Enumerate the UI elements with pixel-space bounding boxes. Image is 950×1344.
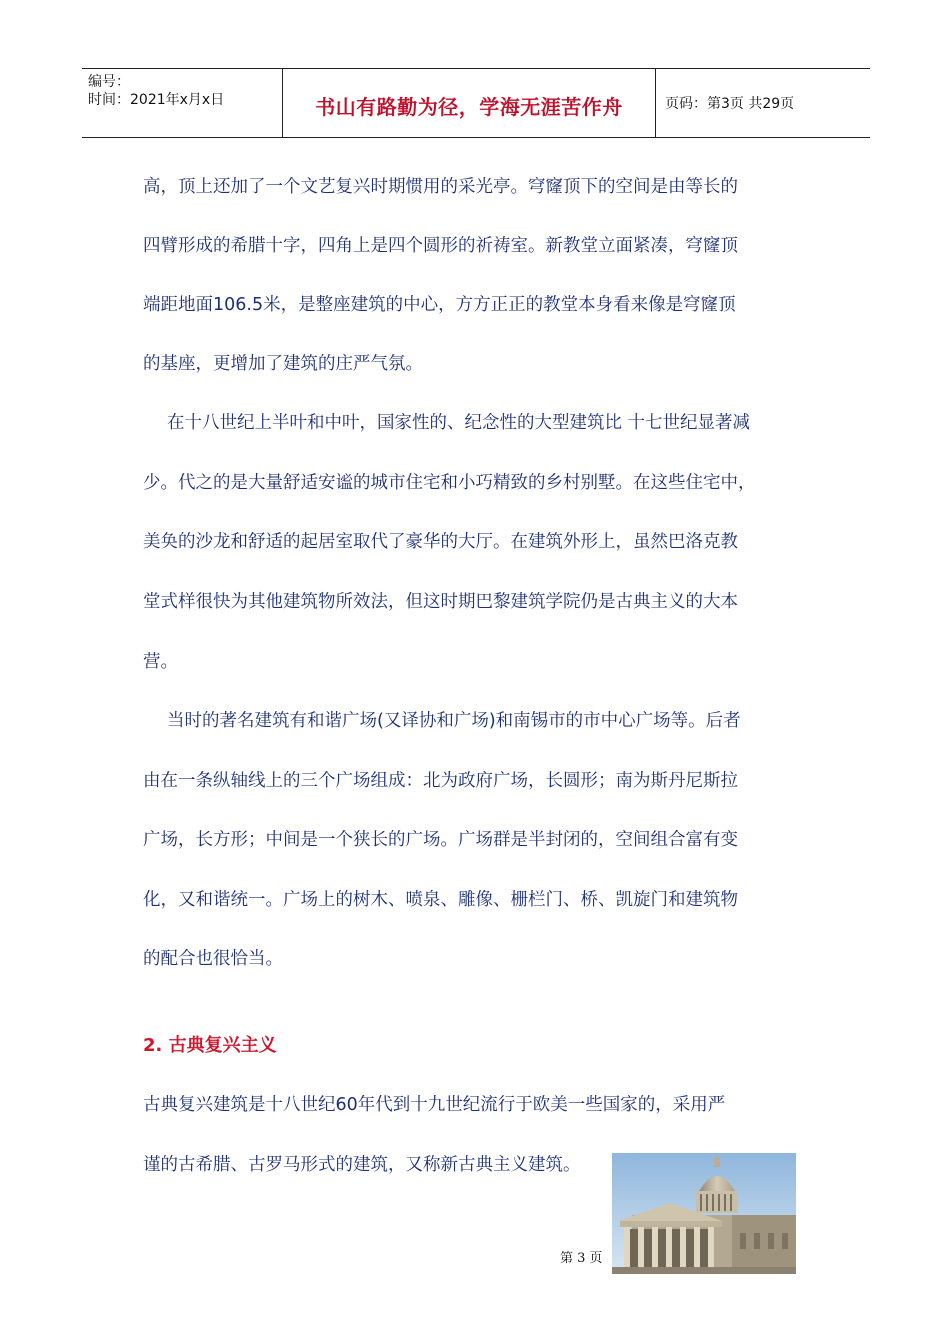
header-meta-cell bbox=[82, 69, 282, 137]
header-motto-cell bbox=[282, 69, 656, 137]
body-line: 四臂形成的希腊十字，四角上是四个圆形的祈祷室。新教堂立面紧凑，穹窿顶 bbox=[143, 236, 738, 256]
header-page-cell bbox=[655, 69, 870, 137]
body-line: 当时的著名建筑有和谐广场(又译协和广场)和南锡市的市中心广场等。后者 bbox=[167, 711, 741, 731]
page-info: 页码：第3页 共29页 bbox=[665, 96, 795, 112]
body-line: 广场，长方形；中间是一个狭长的广场。广场群是半封闭的，空间组合富有变 bbox=[143, 830, 738, 850]
body-line: 营。 bbox=[143, 652, 178, 672]
page-header bbox=[82, 68, 870, 138]
building-photo bbox=[612, 1153, 796, 1274]
motto: 书山有路勤为径，学海无涯苦作舟 bbox=[315, 95, 623, 119]
body-line: 高，顶上还加了一个文艺复兴时期惯用的采光亭。穹窿顶下的空间是由等长的 bbox=[143, 177, 738, 197]
body-line: 端距地面106.5米，是整座建筑的中心，方方正正的教堂本身看来像是穹窿顶 bbox=[143, 295, 736, 315]
body-line: 在十八世纪上半叶和中叶，国家性的、纪念性的大型建筑比 十七世纪显著减 bbox=[167, 413, 751, 433]
body-line: 的基座，更增加了建筑的庄严气氛。 bbox=[143, 354, 423, 374]
body-line: 堂式样很快为其他建筑物所效法，但这时期巴黎建筑学院仍是古典主义的大本 bbox=[143, 592, 738, 612]
page-footer: 第 3 页 bbox=[560, 1251, 603, 1266]
section-heading: 2. 古典复兴主义 bbox=[143, 1035, 277, 1056]
date-label: 时间：2021年x月x日 bbox=[88, 92, 225, 108]
body-line: 化，又和谐统一。广场上的树木、喷泉、雕像、栅栏门、桥、凯旋门和建筑物 bbox=[143, 890, 738, 910]
body-line: 古典复兴建筑是十八世纪60年代到十九世纪流行于欧美一些国家的，采用严 bbox=[143, 1095, 726, 1115]
body-line: 的配合也很恰当。 bbox=[143, 949, 283, 969]
body-line: 由在一条纵轴线上的三个广场组成：北为政府广场，长圆形；南为斯丹尼斯拉 bbox=[143, 771, 738, 791]
body-line: 谨的古希腊、古罗马形式的建筑，又称新古典主义建筑。 bbox=[143, 1155, 581, 1175]
body-line: 美奂的沙龙和舒适的起居室取代了豪华的大厅。在建筑外形上，虽然巴洛克教 bbox=[143, 532, 738, 552]
body-line: 少。代之的是大量舒适安谧的城市住宅和小巧精致的乡村别墅。在这些住宅中， bbox=[143, 473, 756, 493]
number-label: 编号： bbox=[88, 74, 130, 90]
